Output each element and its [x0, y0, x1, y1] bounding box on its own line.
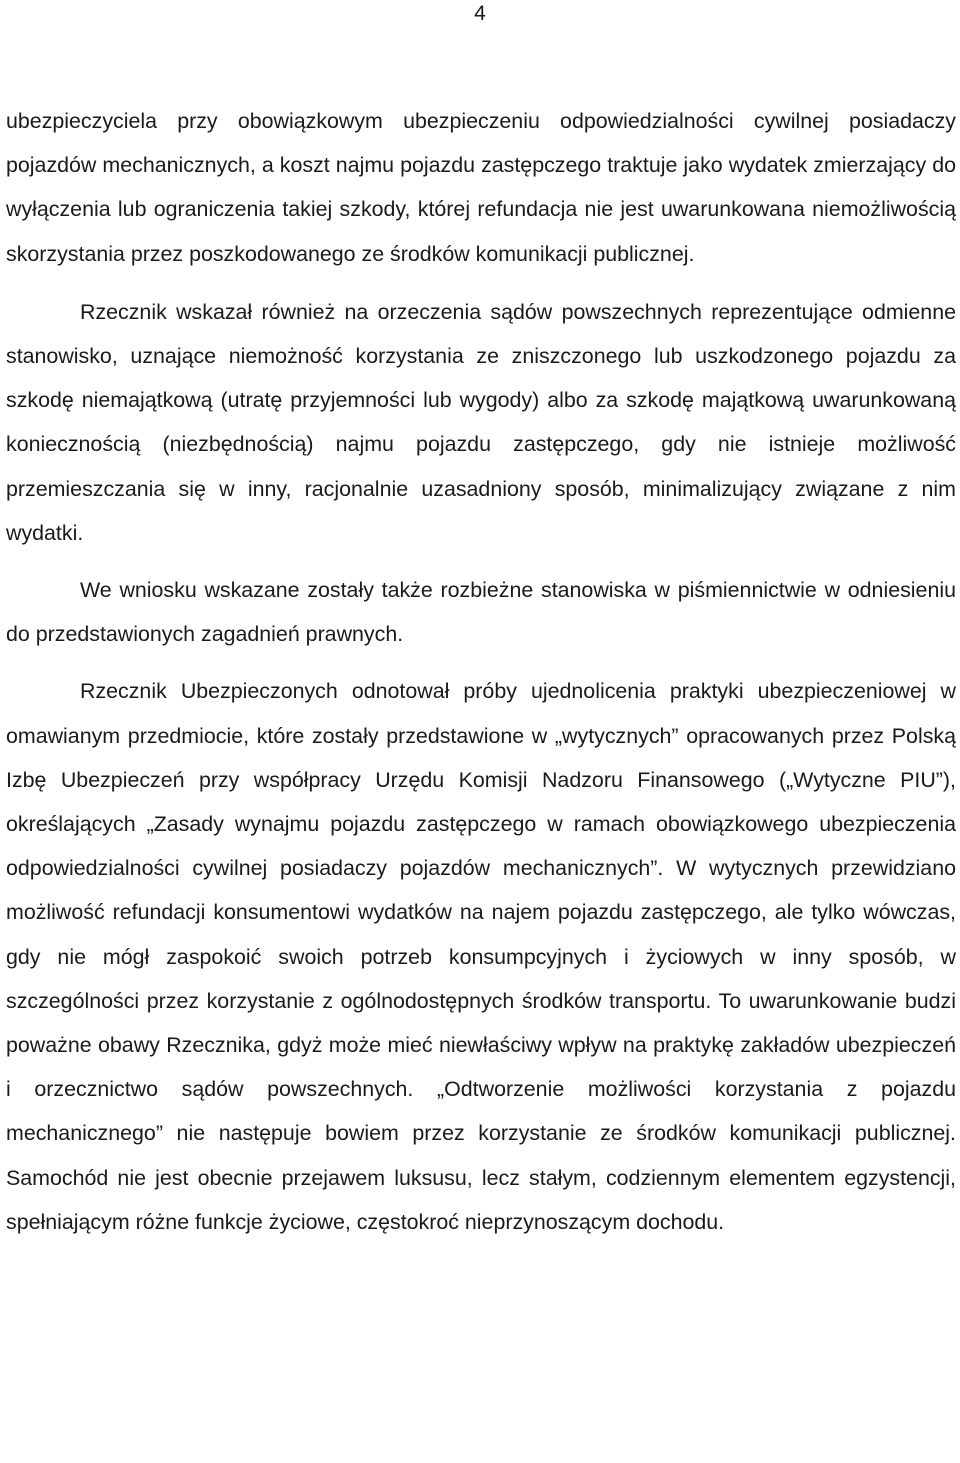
paragraph-2: Rzecznik wskazał również na orzeczenia sądów powszechnych reprezentujące odmienne stanowisko, uznające niemożność korzystania ze zniszczonego lub uszkodzonego pojazdu za szkodę niemajątkową (utratę przyjemności lub wygody) albo za szkodę majątkową uwarunkowaną koniecznością (niezbędnością) najmu pojazdu zastępczego, gdy nie istnieje możliwość przemieszczania się w inny, racjonalnie uzasadniony sposób, minimalizujący związane z nim wydatki. — [6, 299, 956, 545]
page-number: 4 — [474, 2, 486, 25]
document-body — [6, 99, 956, 1244]
paragraph-3: We wniosku wskazane zostały także rozbieżne stanowiska w piśmiennictwie w odniesieniu do przedstawionych zagadnień prawnych. — [6, 578, 956, 647]
paragraph-4: Rzecznik Ubezpieczonych odnotował próby ujednolicenia praktyki ubezpieczeniowej w omawianym przedmiocie, które zostały przedstawione w „wytycznych” opracowanych przez Polską Izbę Ubezpieczeń przy współpracy Urzędu Komisji Nadzoru Finansowego („Wytyczne PIU”), określających „Zasady wynajmu pojazdu zastępczego w ramach obowiązkowego ubezpieczenia odpowiedzialności cywilnej posiadaczy pojazdów mechanicznych”. W wytycznych przewidziano możliwość refundacji konsumentowi wydatków na najem pojazdu zastępczego, ale tylko wówczas, gdy nie mógł zaspokoić swoich potrzeb konsumpcyjnych i życiowych w inny sposób, w szczególności przez korzystanie z ogólnodostępnych środków transportu. To uwarunkowanie budzi poważne obawy Rzecznika, gdyż może mieć niewłaściwy wpływ na praktykę zakładów ubezpieczeń i orzecznictwo sądów powszechnych. „Odtworzenie możliwości korzystania z pojazdu mechanicznego” nie następuje bowiem przez korzystanie ze środków komunikacji publicznej. Samochód nie jest obecnie przejawem luksusu, lecz stałym, codziennym elementem egzystencji, spełniającym różne funkcje życiowe, częstokroć nieprzynoszącym dochodu. — [6, 679, 956, 1234]
paragraph-1: ubezpieczyciela przy obowiązkowym ubezpieczeniu odpowiedzialności cywilnej posiadaczy pojazdów mechanicznych, a koszt najmu pojazdu zastępczego traktuje jako wydatek zmierzający do wyłączenia lub ograniczenia takiej szkody, której refundacja nie jest uwarunkowana niemożliwością skorzystania przez poszkodowanego ze środków komunikacji publicznej. — [6, 109, 956, 266]
